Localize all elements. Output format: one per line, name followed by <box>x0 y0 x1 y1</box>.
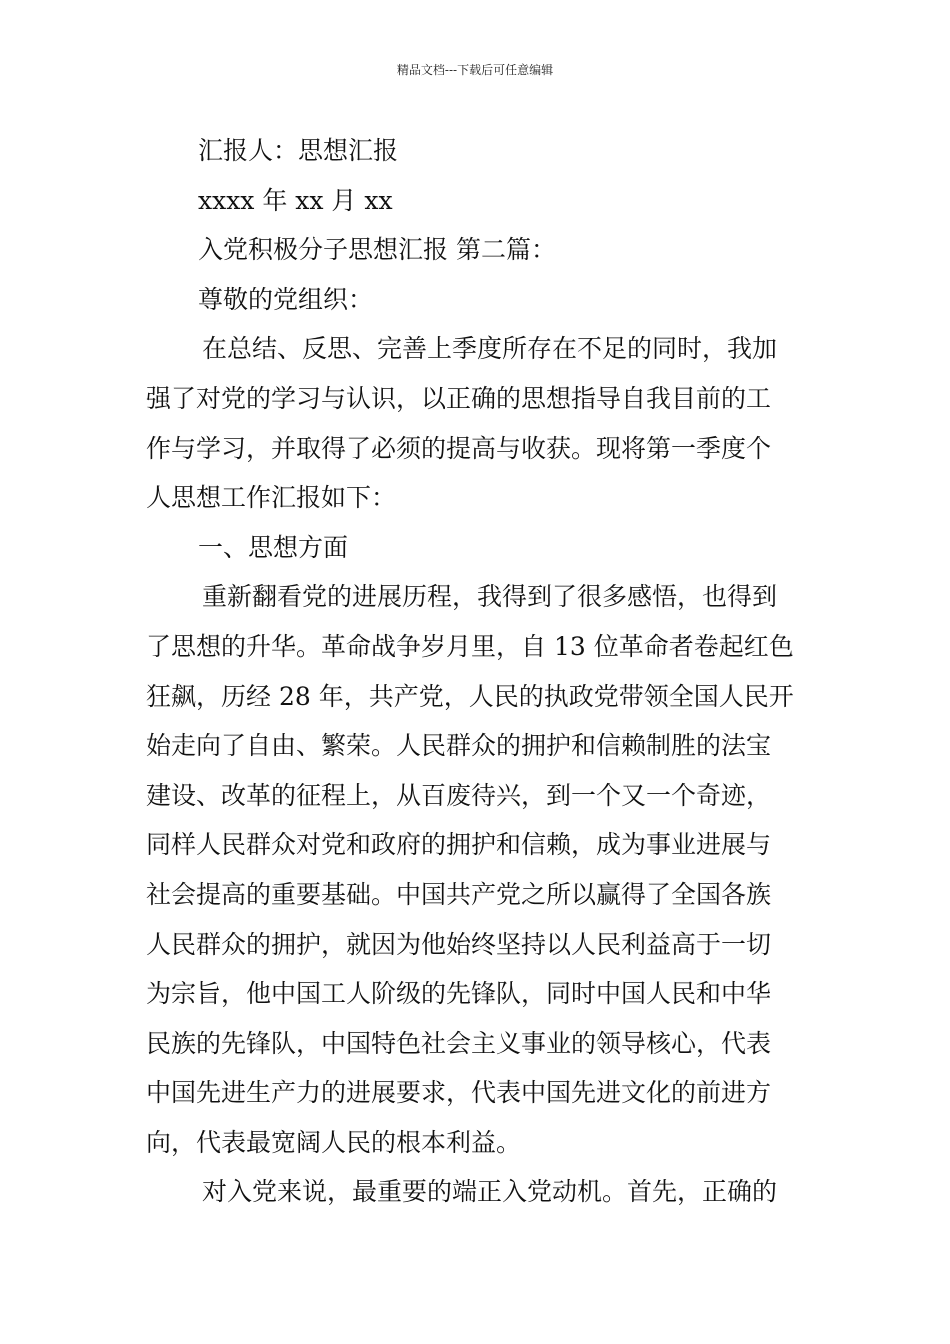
document-body <box>146 126 810 1217</box>
paragraph-line: 同样人民群众对党和政府的拥护和信赖，成为事业进展与 <box>146 830 772 860</box>
paragraph-line: 了思想的升华。革命战争岁月里，自 13 位革命者卷起红色 <box>146 631 794 661</box>
paragraph-line: 人民群众的拥护，就因为他始终坚持以人民利益高于一切 <box>146 929 772 959</box>
section-heading: 一、思想方面 <box>198 532 349 562</box>
paragraph-line: 狂飙，历经 28 年，共产党，人民的执政党带领全国人民开 <box>146 681 794 711</box>
paragraph-line: 重新翻看党的进展历程，我得到了很多感悟，也得到 <box>202 582 778 612</box>
paragraph-line: 社会提高的重要基础。中国共产党之所以赢得了全国各族 <box>146 879 772 909</box>
paragraph-line: 为宗旨，他中国工人阶级的先锋队，同时中国人民和中华 <box>146 979 772 1009</box>
page-header: 精品文档---下载后可任意编辑 <box>396 63 554 77</box>
paragraph-line: 民族的先锋队，中国特色社会主义事业的领导核心，代表 <box>146 1028 772 1058</box>
paragraph-line: 对入党来说，最重要的端正入党动机。首先，正确的 <box>202 1177 778 1207</box>
intro-line: 人思想工作汇报如下： <box>146 483 397 513</box>
intro-line: 强了对党的学习与认识，以正确的思想指导自我目前的工 <box>146 383 772 413</box>
paragraph-line: 中国先进生产力的进展要求，代表中国先进文化的前进方 <box>146 1078 772 1108</box>
intro-line: 在总结、反思、完善上季度所存在不足的同时，我加 <box>202 334 778 364</box>
paragraph-line: 向，代表最宽阔人民的根本利益。 <box>146 1127 522 1157</box>
paragraph-line: 建设、改革的征程上，从百废待兴，到一个又一个奇迹， <box>146 780 772 810</box>
date-line: xxxx 年 xx 月 xx <box>198 185 393 215</box>
paragraph-line: 始走向了自由、繁荣。人民群众的拥护和信赖制胜的法宝 <box>146 731 772 761</box>
salutation: 尊敬的党组织： <box>198 284 374 314</box>
reporter-line: 汇报人：思想汇报 <box>198 136 399 165</box>
intro-line: 作与学习，并取得了必须的提高与收获。现将第一季度个 <box>146 433 772 463</box>
section-title: 入党积极分子思想汇报 第二篇： <box>198 235 556 265</box>
